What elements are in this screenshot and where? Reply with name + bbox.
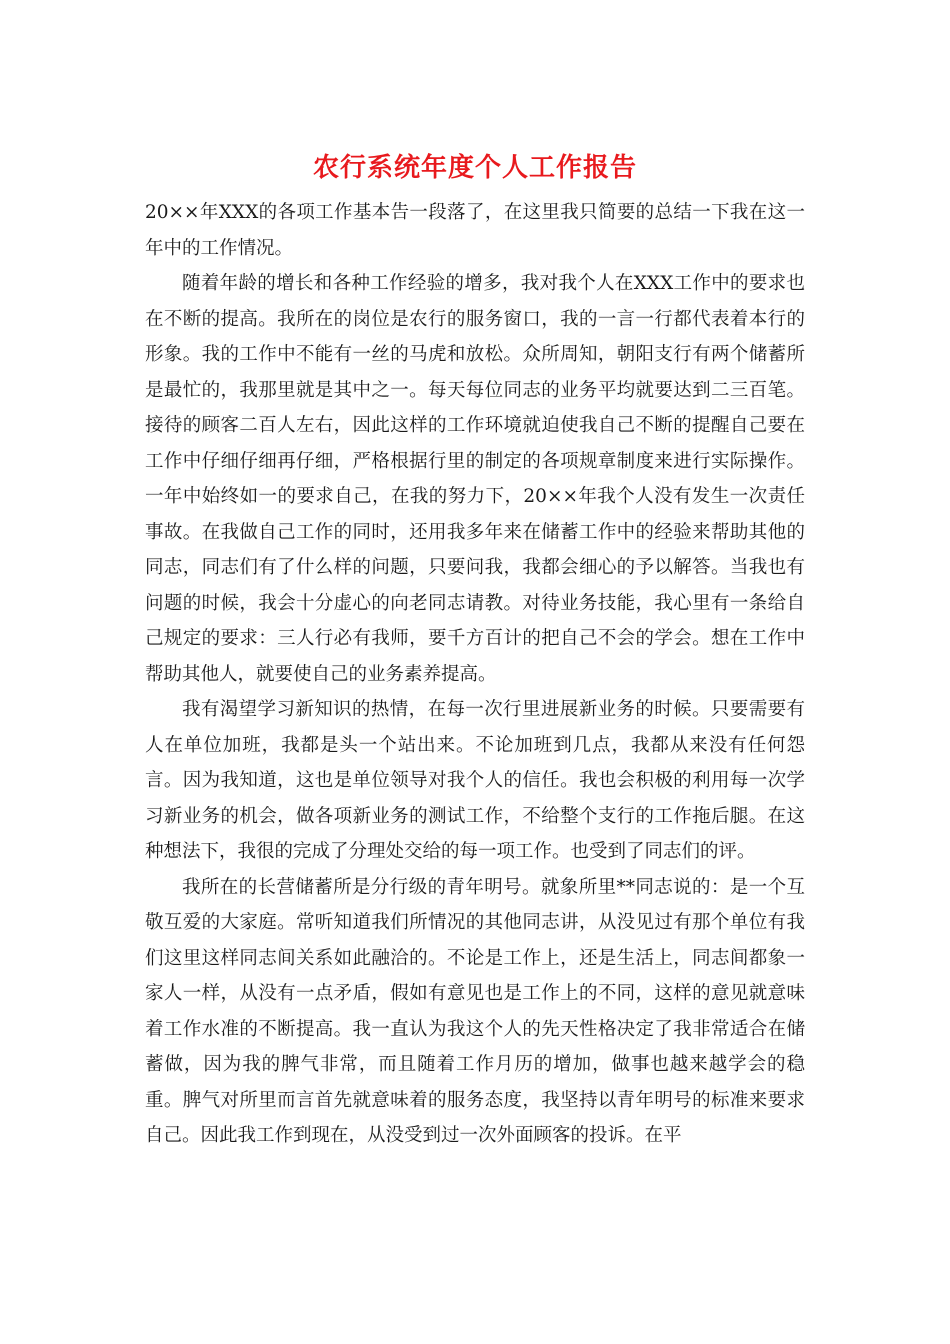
paragraph-intro: 20××年XXX的各项工作基本告一段落了，在这里我只简要的总结一下我在这一年中的工作情况。 [145,202,805,259]
document-title: 农行系统年度个人工作报告 [312,153,637,183]
paragraph-work-requirements: 随着年龄的增长和各种工作经验的增多，我对我个人在XXX工作中的要求也在不断的提高。我所在的岗位是农行的服务窗口，我的一言一行都代表着本行的形象。我的工作中不能有一丝的马虎和放松。众所周知，朝阳支行有两个储蓄所是最忙的，我那里就是其中之一。每天每位同志的业务平均就要达到二三百笔。接待的顾客二百人左右，因此这样的工作环境就迫使我自己不断的提醒自己要在工作中仔细仔细再仔细，严格根据行里的制定的各项规章制度来进行实际操作。一年中始终如一的要求自己，在我的努力下，20××年我个人没有发生一次责任事故。在我做自己工作的同时，还用我多年来在储蓄工作中的经验来帮助其他的同志，同志们有了什么样的问题，只要问我，我都会细心的予以解答。当我也有问题的时候，我会十分虚心的向老同志请教。对待业务技能，我心里有一条给自己规定的要求：三人行必有我师，要千方百计的把自己不会的学会。想在工作中帮助其他人，就要使自己的业务素养提高。 [145,273,805,685]
paragraph-learning: 我有渴望学习新知识的热情，在每一次行里进展新业务的时候。只要需要有人在单位加班，我都是头一个站出来。不论加班到几点，我都从来没有任何怨言。因为我知道，这也是单位领导对我个人的信任。我也会积极的利用每一次学习新业务的机会，做各项新业务的测试工作，不给整个支行的工作拖后腿。在这种想法下，我很的完成了分理处交给的每一项工作。也受到了同志们的评。 [145,699,805,862]
document-body [145,195,805,1154]
paragraph-team: 我所在的长营储蓄所是分行级的青年明号。就象所里**同志说的：是一个互敬互爱的大家庭。常听知道我们所情况的其他同志讲，从没见过有那个单位有我们这里这样同志间关系如此融洽的。不论是工作上，还是生活上，同志间都象一家人一样，从没有一点矛盾，假如有意见也是工作上的不同，这样的意见就意味着工作水准的不断提高。我一直认为我这个人的先天性格决定了我非常适合在储蓄做，因为我的脾气非常，而且随着工作月历的增加，做事也越来越学会的稳重。脾气对所里而言首先就意味着的服务态度，我坚持以青年明号的标准来要求自己。因此我工作到现在，从没受到过一次外面顾客的投诉。在平 [145,876,805,1146]
